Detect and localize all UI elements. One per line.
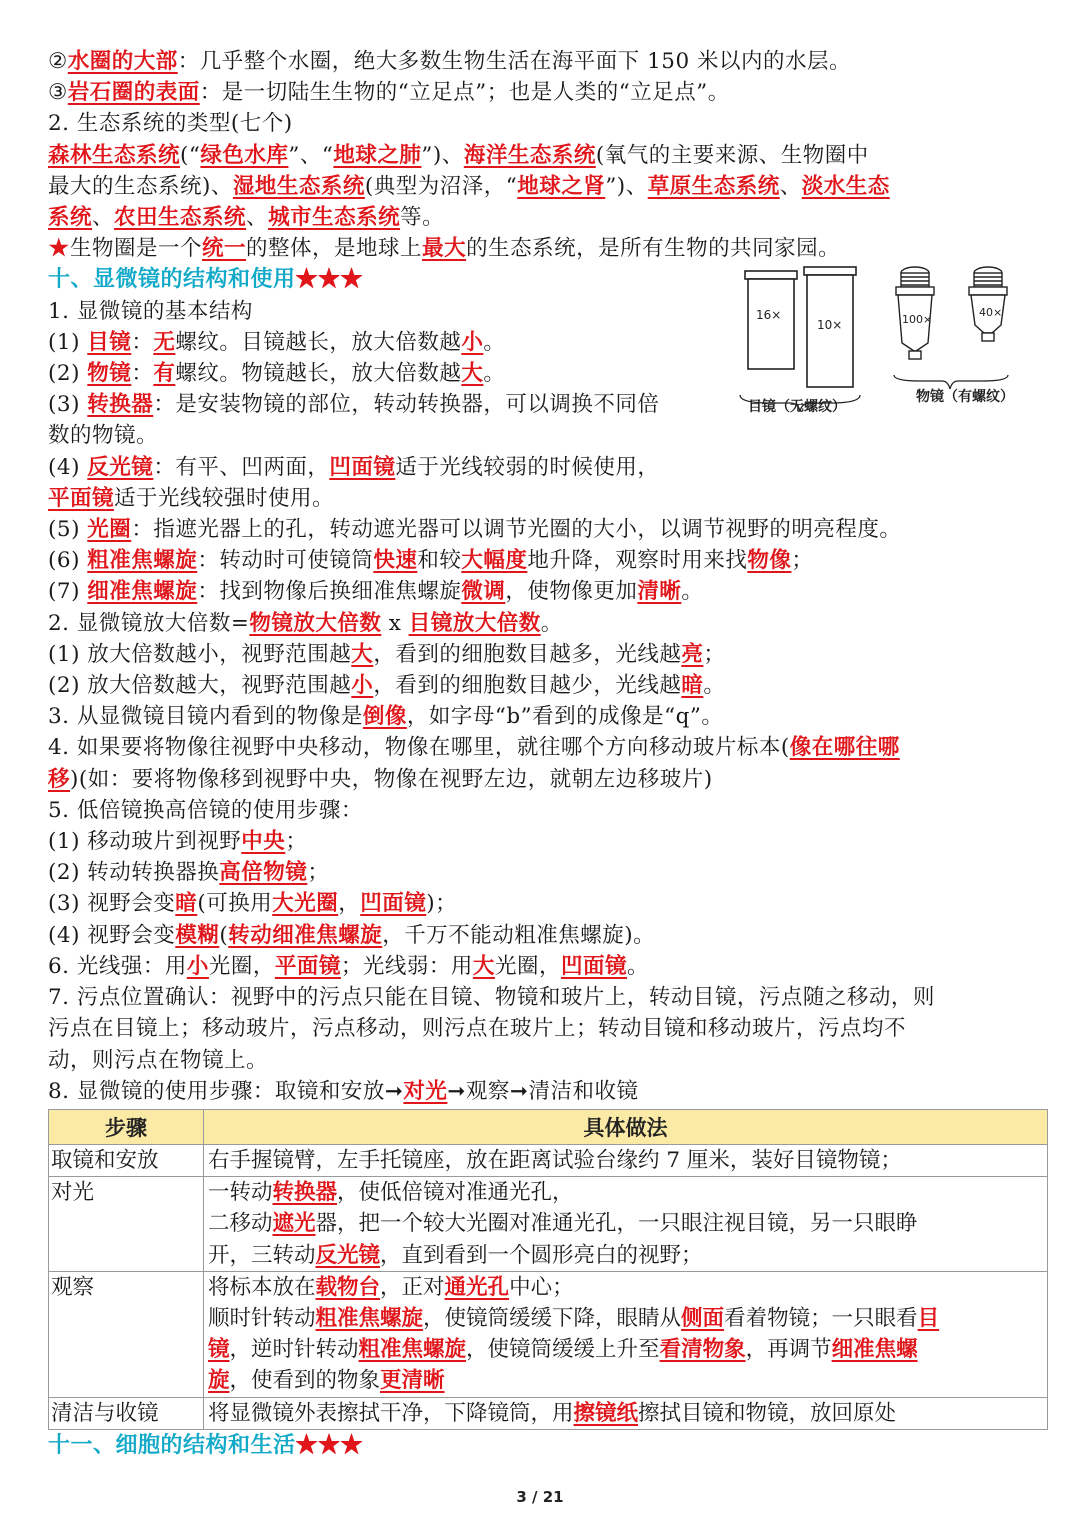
- step-name: 取镜和安放: [49, 1144, 204, 1176]
- eyepiece-16x-label: 16×: [756, 308, 782, 322]
- item-fine-focus: (7) 细准焦螺旋：找到物像后换细准焦螺旋微调，使物像更加清晰。: [48, 579, 704, 605]
- biosphere-summary: ★生物圈是一个统一的整体，是地球上最大的生态系统，是所有生物的共同家园。: [48, 236, 841, 262]
- star-icon: ★: [48, 236, 71, 262]
- page-number: 3 / 21: [516, 1488, 564, 1506]
- step-detail: 右手握镜臂，左手托镜座，放在距离试验台缘约 7 厘米，装好目镜物镜；: [204, 1144, 1048, 1176]
- item-objective: (2) 物镜：有螺纹。物镜越长，放大倍数越大。: [48, 361, 506, 387]
- magnification-formula: 2. 显微镜放大倍数=物镜放大倍数 x 目镜放大倍数。: [48, 610, 563, 636]
- usage-steps-title: 8. 显微镜的使用步骤：取镜和安放➞对光➞观察➞清洁和收镜: [48, 1078, 639, 1104]
- spot-location-1: 7. 污点位置确认：视野中的污点只能在目镜、物镜和玻片上，转动目镜，污点随之移动，则: [48, 985, 935, 1011]
- magnification-low: (1) 放大倍数越小，视野范围越大，看到的细胞数目越多，光线越亮；: [48, 641, 726, 667]
- switch-step-2: (2) 转动转换器换高倍物镜；: [48, 860, 330, 886]
- ecosystem-line-3: 系统、农田生态系统、城市生态系统等。: [48, 205, 445, 231]
- eyepiece-caption: 目镜（无螺纹）: [748, 399, 846, 413]
- lens-diagram: [690, 263, 1010, 413]
- table-row: [49, 1177, 1048, 1272]
- switch-step-4: (4) 视野会变模糊(转动细准焦螺旋，千万不能动粗准焦螺旋)。: [48, 922, 656, 948]
- ecosystem-types-title: 2. 生态系统的类型(七个): [48, 111, 293, 137]
- table-row: [49, 1397, 1048, 1429]
- arrow-right-icon: ➞: [447, 1078, 466, 1104]
- usage-steps-table: [48, 1109, 1048, 1430]
- ecosystem-line-2: 最大的生态系统)、湿地生态系统(典型为沼泽，“地球之肾”)、草原生态系统、淡水生态: [48, 173, 890, 199]
- step-name: 观察: [49, 1271, 204, 1397]
- switch-objective-title: 5. 低倍镜换高倍镜的使用步骤：: [48, 797, 363, 823]
- move-slide-rule: 4. 如果要将物像往视野中央移动，物像在哪里，就往哪个方向移动玻片标本(像在哪往哪: [48, 735, 900, 761]
- item-nosepiece-cont: 数的物镜。: [48, 423, 159, 449]
- rating-stars: ★★★: [295, 1431, 364, 1458]
- step-name: 清洁与收镜: [49, 1397, 204, 1429]
- objective-40x-label: 40×: [979, 306, 1003, 319]
- item-mirror-cont: 平面镜适于光线较强时使用。: [48, 485, 335, 511]
- switch-step-1: (1) 移动玻片到视野中央；: [48, 829, 308, 855]
- step-detail: 将显微镜外表擦拭干净，下降镜筒，用擦镜纸擦拭目镜和物镜，放回原处: [204, 1397, 1048, 1429]
- step-detail: 一转动转换器，使低倍镜对准通光孔， 二移动遮光器，把一个较大光圈对准通光孔，一只眼注视目镜，另一只眼睁 开，三转动反光镜，直到看到一个圆形亮白的视野；: [204, 1177, 1048, 1272]
- item-coarse-focus: (6) 粗准焦螺旋：转动时可使镜筒快速和较大幅度地升降，观察时用来找物像；: [48, 548, 814, 574]
- objective-40x: [969, 267, 1007, 341]
- item-nosepiece: (3) 转换器：是安装物镜的部位，转动转换器，可以调换不同倍: [48, 392, 660, 418]
- move-slide-rule-cont: 移)(如：要将物像移到视野中央，物像在视野左边，就朝左边移玻片): [48, 766, 713, 792]
- arrow-right-icon: ➞: [384, 1078, 404, 1104]
- ecosystem-line-1: 森林生态系统(“绿色水库”、“地球之肺”)、海洋生态系统(氧气的主要来源、生物圈中: [48, 142, 869, 168]
- step-name: 对光: [49, 1177, 204, 1272]
- step-detail: 将标本放在载物台，正对通光孔中心； 顺时针转动粗准焦螺旋，使镜筒缓缓下降，眼睛从侧面看着物镜；一只眼看目 镜，逆时针转动粗准焦螺旋，使镜筒缓缓上升至看清物象，再调节细准焦螺 旋，使看到的物象更清晰: [204, 1271, 1048, 1397]
- table-row: [49, 1271, 1048, 1397]
- item-diaphragm: (5) 光圈：指遮光器上的孔，转动遮光器可以调节光圈的大小，以调节视野的明亮程度。: [48, 517, 902, 543]
- rating-stars: ★★★: [295, 266, 364, 293]
- item-mirror: (4) 反光镜：有平、凹两面，凹面镜适于光线较弱的时候使用，: [48, 454, 660, 480]
- table-header-cell: 具体做法: [204, 1109, 1048, 1144]
- line-hydrosphere: ②水圈的大部：几乎整个水圈，绝大多数生物生活在海平面下 150 米以内的水层。: [48, 49, 852, 74]
- switch-step-3: (3) 视野会变暗(可换用大光圈，凹面镜)；: [48, 891, 458, 917]
- objective-caption: 物镜（有螺纹）: [916, 389, 1010, 405]
- magnification-high: (2) 放大倍数越大，视野范围越小，看到的细胞数目越少，光线越暗。: [48, 673, 726, 699]
- objective-bracket: [894, 375, 1008, 389]
- inverted-image: 3. 从显微镜目镜内看到的物像是倒像，如字母“b”看到的成像是“q”。: [48, 704, 724, 730]
- item-eyepiece: (1) 目镜：无螺纹。目镜越长，放大倍数越小。: [48, 329, 506, 355]
- lens-figure: [690, 263, 1010, 413]
- line-lithosphere: ③岩石圈的表面：是一切陆生生物的“立足点”；也是人类的“立足点”。: [48, 80, 730, 106]
- microscope-structure-title: 1. 显微镜的基本结构: [48, 298, 253, 324]
- section-heading-microscope: 十、显微镜的结构和使用★★★: [48, 266, 364, 293]
- spot-location-2: 污点在目镜上；移动玻片，污点移动，则污点在玻片上；转动目镜和移动玻片，污点均不: [48, 1016, 907, 1042]
- eyepiece-10x-label: 10×: [817, 318, 843, 332]
- arrow-right-icon: ➞: [509, 1078, 529, 1104]
- section-heading-cell: 十一、细胞的结构和生活★★★: [48, 1431, 364, 1458]
- table-row: [49, 1144, 1048, 1176]
- spot-location-3: 动，则污点在物镜上。: [48, 1047, 269, 1073]
- light-adjustment: 6. 光线强：用小光圈，平面镜；光线弱：用大光圈，凹面镜。: [48, 953, 649, 979]
- table-header-row: [49, 1109, 1048, 1144]
- document-body: [48, 46, 1048, 1461]
- objective-100x-label: 100×: [902, 313, 933, 326]
- table-header-cell: 步骤: [49, 1109, 204, 1144]
